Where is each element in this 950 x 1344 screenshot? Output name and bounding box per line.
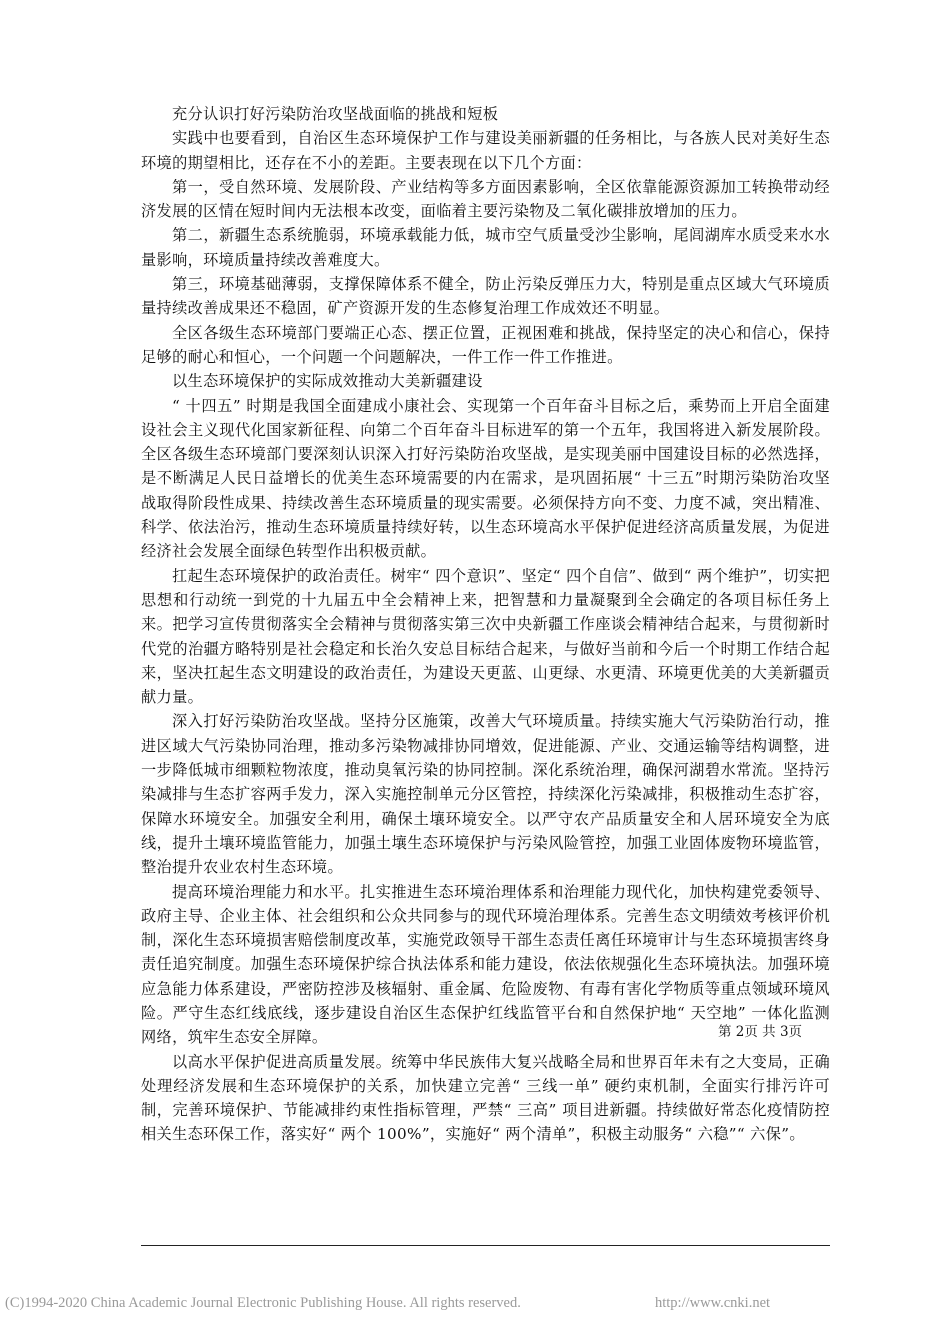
paragraph: 第一，受自然环境、发展阶段、产业结构等多方面因素影响，全区依靠能源资源加工转换带动经济发展的区情在短时间内无法根本改变，面临着主要污染物及二氧化碳排放增加的压力。 xyxy=(141,177,830,221)
paragraph: 第三，环境基础薄弱，支撑保障体系不健全，防止污染反弹压力大，特别是重点区域大气环境质量持续改善成果还不稳固，矿产资源开发的生态修复治理工作成效还不明显。 xyxy=(141,275,830,318)
paragraph: 全区各级生态环境部门要端正心态、摆正位置，正视困难和挑战，保持坚定的决心和信心，保持足够的耐心和恒心，一个问题一个问题解决，一件工作一件工作推进。 xyxy=(141,323,830,366)
article-body xyxy=(141,102,830,1147)
paragraph: 深入打好污染防治攻坚战。坚持分区施策，改善大气环境质量。持续实施大气污染防治行动，推进区域大气污染协同治理，推动多污染物减排协同增效，促进能源、产业、交通运输等结构调整，进一步降低城市细颗粒物浓度，推动臭氧污染的协同控制。深化系统治理，确保河湖碧水常流。坚持污染减排与生态扩容两手发力，深入实施控制单元分区管控，持续深化污染减排，积极推动生态扩容，保障水环境安全。加强安全利用，确保土壤环境安全。以严守农产品质量安全和人居环境安全为底线，提升土壤环境监管能力，加强土壤生态环境保护与污染风险管控，加强工业固体废物环境监管，整治提升农业农村生态环境。 xyxy=(141,712,830,877)
footer-divider xyxy=(141,1245,830,1246)
section-heading: 充分认识打好污染防治攻坚战面临的挑战和短板 xyxy=(172,105,499,123)
paragraph: 以高水平保护促进高质量发展。统筹中华民族伟大复兴战略全局和世界百年未有之大变局，正确处理经济发展和生态环境保护的关系，加快建立完善“ 三线一单” 硬约束机制，全面实行排污许可制，完善环境保护、节能减排约束性指标管理，严禁“ 三高” 项目进新疆。持续做好常态化疫情防控相关生态环保工作，落实好“ 两个 100%”，实施好“ 两个清单”，积极主动服务“ 六稳”“ 六保”。 xyxy=(141,1052,830,1144)
paragraph: 提高环境治理能力和水平。扎实推进生态环境治理体系和治理能力现代化，加快构建党委领导、政府主导、企业主体、社会组织和公众共同参与的现代环境治理体系。完善生态文明绩效考核评价机制，深化生态环境损害赔偿制度改革，实施党政领导干部生态责任离任环境审计与生态环境损害终身责任追究制度。加强生态环境保护综合执法体系和能力建设，依法依规强化生态环境执法。加强环境应急能力体系建设，严密防控涉及核辐射、重金属、危险废物、有毒有害化学物质等重点领域环境风险。严守生态红线底线，逐步建设自治区生态保护红线监管平台和自然保护地“ 天空地” 一体化监测网络，筑牢生态安全屏障。 xyxy=(141,882,830,1047)
paragraph: “ 十四五” 时期是我国全面建成小康社会、实现第一个百年奋斗目标之后，乘势而上开启全面建设社会主义现代化国家新征程、向第二个百年奋斗目标进军的第一个五年，我国将进入新发展阶段。全区各级生态环境部门要深刻认识深入打好污染防治攻坚战，是实现美丽中国建设目标的必然选择，是不断满足人民日益增长的优美生态环境需要的内在需求，是巩固拓展“ 十三五”时期污染防治攻坚战取得阶段性成果、持续改善生态环境质量的现实需要。必须保持方向不变、力度不减，突出精准、科学、依法治污，推动生态环境质量持续好转，以生态环境高水平保护促进经济高质量发展，为促进经济社会发展全面绿色转型作出积极贡献。 xyxy=(141,396,830,561)
footer-url[interactable]: http://www.cnki.net xyxy=(655,1295,771,1311)
paragraph: 实践中也要看到，自治区生态环境保护工作与建设美丽新疆的任务相比，与各族人民对美好生态环境的期望相比，还存在不小的差距。主要表现在以下几个方面： xyxy=(141,129,830,172)
footer-copyright: (C)1994-2020 China Academic Journal Electronic Publishing House. All rights reserved. xyxy=(5,1295,521,1311)
paragraph: 第二，新疆生态系统脆弱，环境承载能力低，城市空气质量受沙尘影响，尾闾湖库水质受来水水量影响，环境质量持续改善难度大。 xyxy=(141,226,830,269)
page-number: 第 2页 共 3页 xyxy=(718,1024,803,1040)
section-heading: 以生态环境保护的实际成效推动大美新疆建设 xyxy=(172,372,483,391)
paragraph: 扛起生态环境保护的政治责任。树牢“ 四个意识”、坚定“ 四个自信”、做到“ 两个维护”，切实把思想和行动统一到党的十九届五中全会精神上来，把智慧和力量凝聚到全会确定的各项目标任务上来。把学习宣传贯彻落实全会精神与贯彻落实第三次中央新疆工作座谈会精神结合起来，与贯彻新时代党的治疆方略特别是社会稳定和长治久安总目标结合起来，与做好当前和今后一个时期工作结合起来，坚决扛起生态文明建设的政治责任，为建设天更蓝、山更绿、水更清、环境更优美的大美新疆贡献力量。 xyxy=(141,566,830,707)
